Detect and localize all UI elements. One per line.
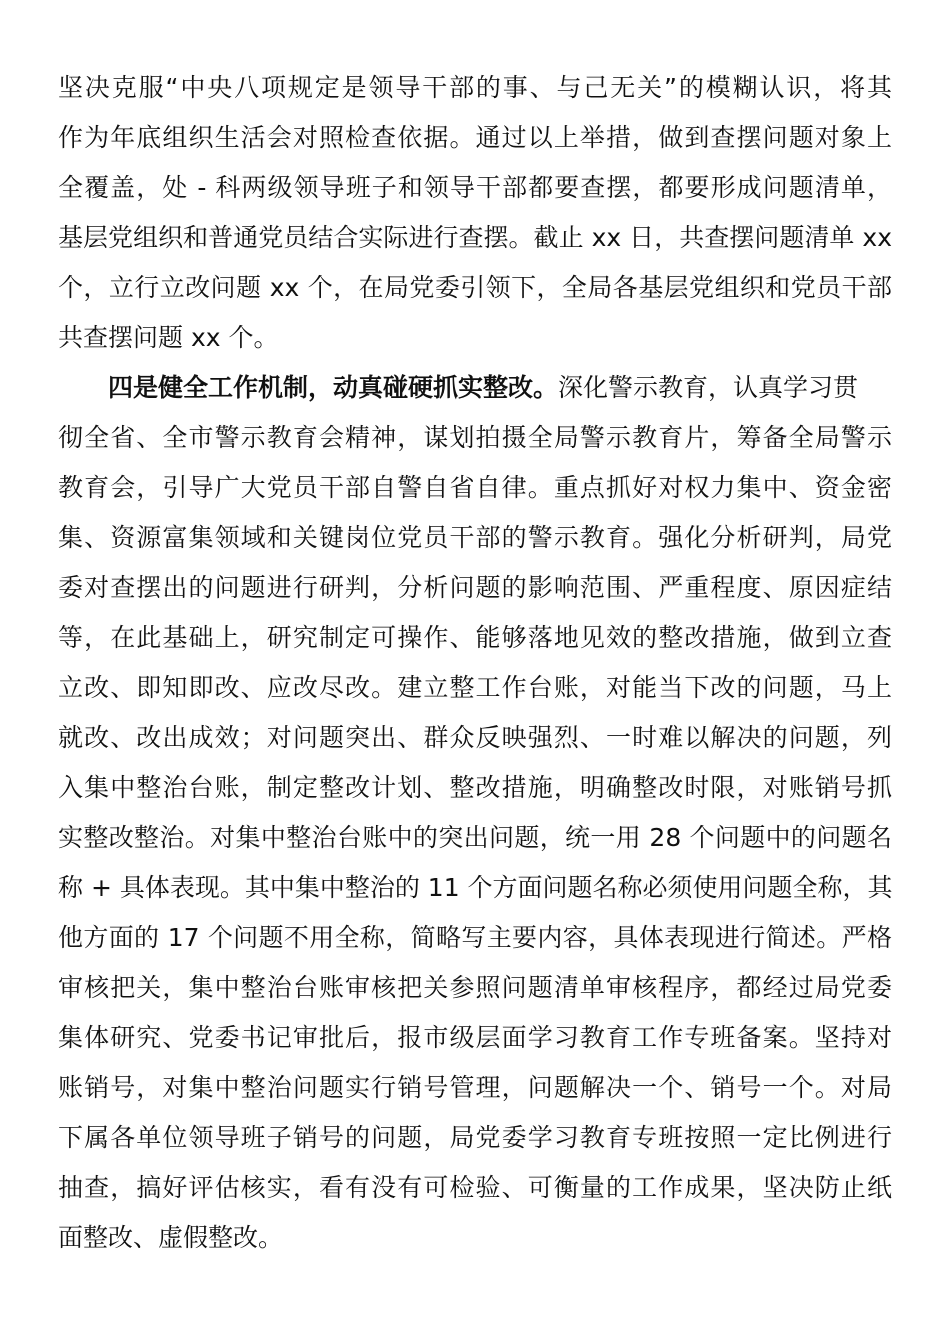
paragraph-2-line-9: 入集中整治台账，制定整改计划、整改措施，明确整改时限，对账销号抓 bbox=[58, 773, 892, 802]
paragraph-2-line-11: 称 + 具体表现。其中集中整治的 11 个方面问题名称必须使用问题全称，其 bbox=[58, 873, 893, 902]
paragraph-1-line-2: 作为年底组织生活会对照检查依据。通过以上举措，做到查摆问题对象上 bbox=[58, 123, 892, 152]
paragraph-2-line-17: 抽查，搞好评估核实，看有没有可检验、可衡量的工作成果，坚决防止纸 bbox=[58, 1173, 892, 1202]
paragraph-2-line-3: 教育会，引导广大党员干部自警自省自律。重点抓好对权力集中、资金密 bbox=[58, 473, 892, 502]
paragraph-2-line-4: 集、资源富集领域和关键岗位党员干部的警示教育。强化分析研判，局党 bbox=[58, 523, 892, 552]
paragraph-2-line-1 bbox=[108, 371, 892, 405]
paragraph-1-line-1: 坚决克服“中央八项规定是领导干部的事、与己无关”的模糊认识，将其 bbox=[58, 73, 892, 102]
paragraph-2-line-12: 他方面的 17 个问题不用全称，简略写主要内容，具体表现进行简述。严格 bbox=[58, 923, 892, 952]
paragraph-1-line-3: 全覆盖，处 - 科两级领导班子和领导干部都要查摆，都要形成问题清单， bbox=[58, 173, 892, 202]
paragraph-1-line-6: 共查摆问题 xx 个。 bbox=[58, 323, 279, 352]
paragraph-2-line-5: 委对查摆出的问题进行研判，分析问题的影响范围、严重程度、原因症结 bbox=[58, 573, 892, 602]
paragraph-2-line-7: 立改、即知即改、应改尽改。建立整工作台账，对能当下改的问题，马上 bbox=[58, 673, 892, 702]
paragraph-2-line-14: 集体研究、党委书记审批后，报市级层面学习教育工作专班备案。坚持对 bbox=[58, 1023, 892, 1052]
paragraph-1-line-4: 基层党组织和普通党员结合实际进行查摆。截止 xx 日，共查摆问题清单 xx bbox=[58, 223, 892, 252]
section-heading: 四是健全工作机制，动真碰硬抓实整改。 bbox=[108, 373, 559, 402]
paragraph-2-line-6: 等，在此基础上，研究制定可操作、能够落地见效的整改措施，做到立查 bbox=[58, 623, 892, 652]
paragraph-2-line-16: 下属各单位领导班子销号的问题，局党委学习教育专班按照一定比例进行 bbox=[58, 1123, 892, 1152]
paragraph-2-line-13: 审核把关，集中整治台账审核把关参照问题清单审核程序，都经过局党委 bbox=[58, 973, 892, 1002]
paragraph-2-line-8: 就改、改出成效；对问题突出、群众反映强烈、一时难以解决的问题，列 bbox=[58, 723, 892, 752]
paragraph-2-line-18: 面整改、虚假整改。 bbox=[58, 1223, 284, 1252]
paragraph-2-line-2: 彻全省、全市警示教育会精神，谋划拍摄全局警示教育片，筹备全局警示 bbox=[58, 423, 892, 452]
paragraph-2-first-line-rest: 深化警示教育，认真学习贯 bbox=[558, 373, 859, 402]
paragraph-1-line-5: 个，立行立改问题 xx 个，在局党委引领下，全局各基层党组织和党员干部 bbox=[58, 273, 892, 302]
paragraph-2-line-10: 实整改整治。对集中整治台账中的突出问题，统一用 28 个问题中的问题名 bbox=[58, 823, 892, 852]
paragraph-2-line-15: 账销号，对集中整治问题实行销号管理，问题解决一个、销号一个。对局 bbox=[58, 1073, 892, 1102]
